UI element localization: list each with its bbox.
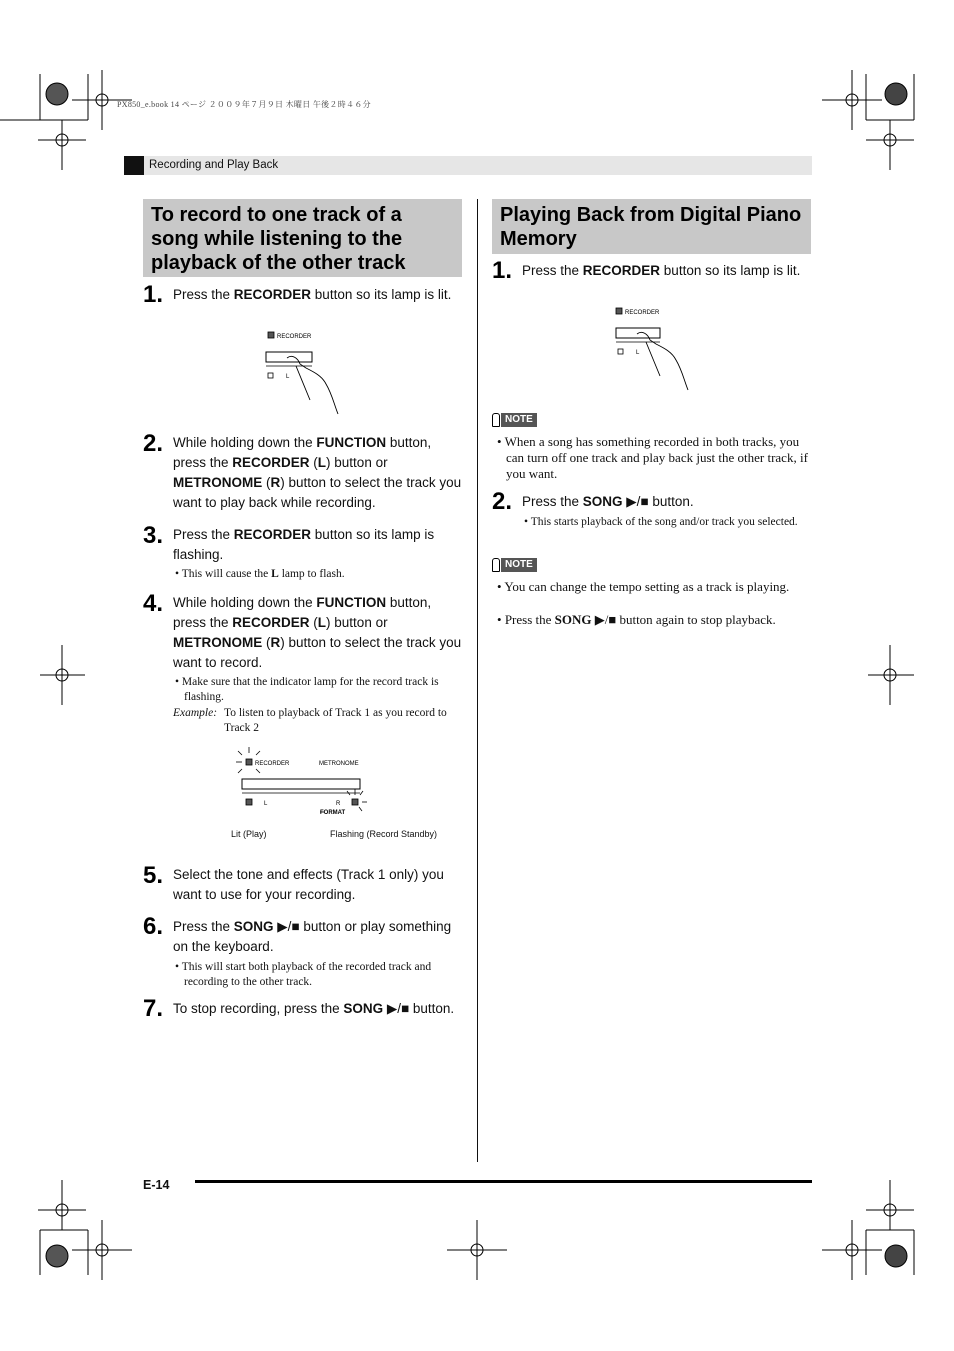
left-step-6-text: Press the SONG ▶/■ button or play something on the keyboard. bbox=[173, 919, 452, 954]
right-step-2-num: 2. bbox=[492, 488, 513, 515]
left-step-7-num: 7. bbox=[143, 995, 164, 1022]
print-meta: PX850_e.book 14 ページ ２００９年７月９日 木曜日 午後２時４６分 bbox=[117, 100, 371, 109]
right-step-1-text: Press the RECORDER button so its lamp is lit. bbox=[522, 263, 801, 278]
left-step-3-num: 3. bbox=[143, 522, 164, 549]
footer-rule bbox=[195, 1180, 812, 1183]
column-divider bbox=[477, 199, 478, 1162]
diagram3-recorder-label: RECORDER bbox=[625, 310, 660, 316]
right-step-2-text: Press the SONG ▶/■ button. bbox=[522, 494, 694, 509]
left-section-title: To record to one track of a song while listening to the playback of the other track bbox=[143, 199, 462, 277]
left-step-4-num: 4. bbox=[143, 590, 164, 617]
header-section: Recording and Play Back bbox=[149, 159, 279, 171]
example-text: To listen to playback of Track 1 as you record to Track 2 bbox=[224, 707, 447, 734]
left-step-6-note: • This will start both playback of the recorded track and recording to the other track. bbox=[175, 961, 432, 988]
page-number: E-14 bbox=[143, 1178, 170, 1192]
left-step-4-text: While holding down the FUNCTION button, press the RECORDER (L) button or METRONOME (R) button to select the track you want to record. bbox=[173, 595, 462, 670]
diagram2-format-label: FORMAT bbox=[320, 810, 346, 816]
diagram2-r-label: R bbox=[336, 801, 341, 807]
right-section-title: Playing Back from Digital Piano Memory bbox=[492, 199, 811, 254]
left-step-5-text: Select the tone and effects (Track 1 only) you want to use for your recording. bbox=[173, 867, 444, 902]
right-step-2-note: • This starts playback of the song and/or track you selected. bbox=[524, 516, 798, 528]
left-step-3-note: • This will cause the L lamp to flash. bbox=[175, 568, 345, 580]
left-step-2-num: 2. bbox=[143, 430, 164, 457]
diagram3-l-label: L bbox=[636, 350, 640, 356]
left-step-7-text: To stop recording, press the SONG ▶/■ button. bbox=[173, 1001, 455, 1016]
recorder-diagram-1 bbox=[262, 328, 352, 418]
header-marker bbox=[124, 156, 144, 175]
diagram2-l-label: L bbox=[264, 801, 268, 807]
note-icon bbox=[492, 413, 500, 427]
right-note-1: • When a song has something recorded in both tracks, you can turn off one track and play back just the other track, if you want. bbox=[497, 434, 808, 481]
left-step-1-text: Press the RECORDER button so its lamp is lit. bbox=[173, 287, 452, 302]
left-step-5-num: 5. bbox=[143, 862, 164, 889]
diagram2-metronome-label: METRONOME bbox=[319, 761, 359, 767]
diagram1-l-label: L bbox=[286, 374, 290, 380]
right-note-2b: • Press the SONG ▶/■ button again to stop playback. bbox=[497, 612, 776, 627]
left-step-6-num: 6. bbox=[143, 913, 164, 940]
note-badge-1: NOTE bbox=[492, 413, 537, 427]
diagram1-recorder-label: RECORDER bbox=[277, 334, 312, 340]
example-label: Example: bbox=[173, 707, 218, 719]
left-step-4-note: • Make sure that the indicator lamp for the record track is flashing. bbox=[175, 676, 439, 703]
left-step-3-text: Press the RECORDER button so its lamp is flashing. bbox=[173, 527, 435, 562]
left-step-2-text: While holding down the FUNCTION button, press the RECORDER (L) button or METRONOME (R) button to select the track you want to play back while recording. bbox=[173, 435, 462, 510]
right-step-1-num: 1. bbox=[492, 257, 513, 284]
diagram2-recorder-label: RECORDER bbox=[255, 761, 290, 767]
caption-lit-play: Lit (Play) bbox=[231, 829, 267, 839]
recorder-diagram-2 bbox=[610, 304, 700, 394]
note-icon bbox=[492, 558, 500, 572]
right-note-2a: • You can change the tempo setting as a track is playing. bbox=[497, 579, 790, 594]
left-step-1-num: 1. bbox=[143, 281, 164, 308]
note-badge-2: NOTE bbox=[492, 558, 537, 572]
caption-flashing: Flashing (Record Standby) bbox=[330, 829, 438, 839]
